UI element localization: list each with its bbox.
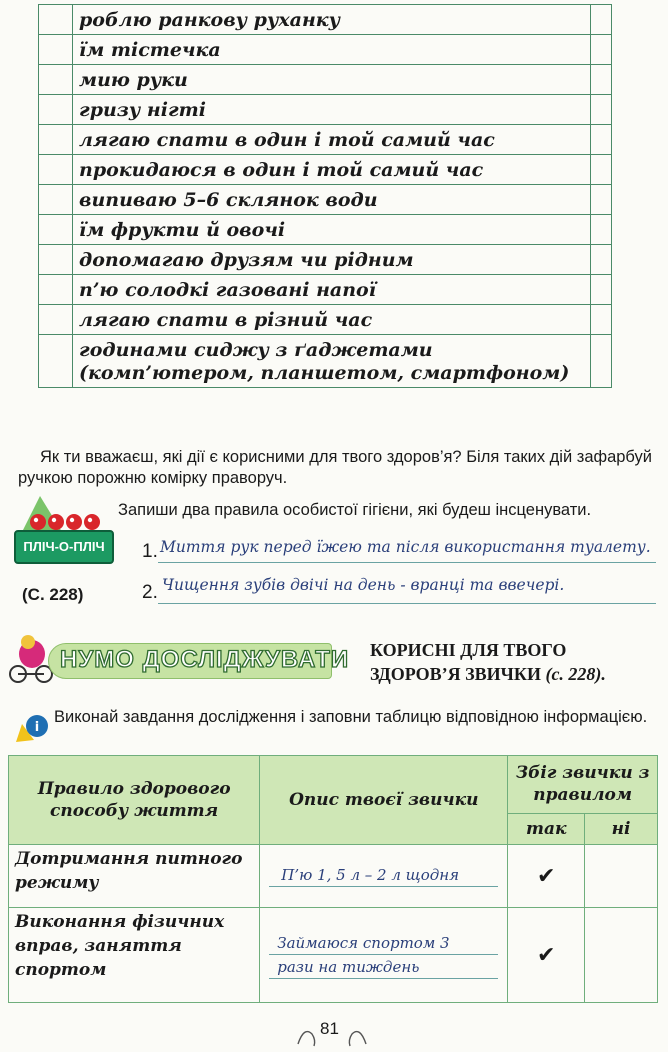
match-no-cell[interactable] bbox=[585, 845, 658, 908]
checkmark-icon: ✔ bbox=[537, 863, 556, 889]
habit-row bbox=[39, 65, 612, 95]
ants-illustration bbox=[20, 492, 104, 532]
habit-left-cell bbox=[39, 5, 73, 35]
habit-left-cell bbox=[39, 155, 73, 185]
habit-left-cell bbox=[39, 185, 73, 215]
habit-text: годинами сиджу з ґаджетами (комп’ютером, планшетом, смартфоном) bbox=[73, 335, 591, 388]
habit-checkbox-cell[interactable] bbox=[591, 5, 612, 35]
habit-text: роблю ранкову руханку bbox=[73, 5, 591, 35]
habit-row bbox=[39, 125, 612, 155]
habit-row bbox=[39, 155, 612, 185]
habit-left-cell bbox=[39, 215, 73, 245]
description-cell[interactable] bbox=[260, 908, 508, 1003]
answer-line-1 bbox=[158, 562, 656, 563]
habit-row bbox=[39, 275, 612, 305]
habit-text: випиваю 5–6 склянок води bbox=[73, 185, 591, 215]
habit-row bbox=[39, 35, 612, 65]
description-cell[interactable] bbox=[260, 845, 508, 908]
habit-row bbox=[39, 305, 612, 335]
page-reference: (С. 228) bbox=[22, 585, 84, 604]
habit-checkbox-cell[interactable] bbox=[591, 245, 612, 275]
habit-checkbox-cell[interactable] bbox=[591, 35, 612, 65]
habit-left-cell bbox=[39, 305, 73, 335]
habit-row bbox=[39, 185, 612, 215]
explore-title bbox=[370, 638, 606, 686]
habit-row bbox=[39, 95, 612, 125]
habit-row bbox=[39, 215, 612, 245]
habit-left-cell bbox=[39, 335, 73, 388]
pair-task-text: Запиши два правила особистої гігієни, які будеш інсценувати. bbox=[118, 501, 592, 519]
habit-text: допомагаю друзям чи рідним bbox=[73, 245, 591, 275]
info-icon bbox=[12, 712, 50, 744]
habit-left-cell bbox=[39, 95, 73, 125]
header-no: ні bbox=[585, 813, 658, 844]
habit-left-cell bbox=[39, 275, 73, 305]
habits-table bbox=[38, 4, 612, 388]
habit-text: лягаю спати в різний час bbox=[73, 305, 591, 335]
habit-text: їм фрукти й овочі bbox=[73, 215, 591, 245]
habit-row bbox=[39, 245, 612, 275]
svg-text:i: i bbox=[34, 720, 40, 735]
answer-number-1: 1. bbox=[142, 541, 158, 562]
table-row bbox=[9, 845, 658, 908]
page-number: 81 bbox=[320, 1019, 339, 1038]
habit-checkbox-cell[interactable] bbox=[591, 125, 612, 155]
habit-text: лягаю спати в один і той самий час bbox=[73, 125, 591, 155]
habit-row bbox=[39, 335, 612, 388]
habit-checkbox-cell[interactable] bbox=[591, 95, 612, 125]
habit-checkbox-cell[interactable] bbox=[591, 305, 612, 335]
habit-text: п’ю солодкі газовані напої bbox=[73, 275, 591, 305]
match-no-cell[interactable] bbox=[585, 908, 658, 1003]
header-description: Опис твоєї звички bbox=[260, 756, 508, 845]
explore-title-line2: ЗДОРОВ’Я ЗВИЧКИ bbox=[370, 664, 541, 684]
habit-checkbox-cell[interactable] bbox=[591, 215, 612, 245]
match-yes-cell[interactable] bbox=[508, 908, 585, 1003]
explore-title-line1: КОРИСНІ ДЛЯ ТВОГО bbox=[370, 640, 567, 660]
pair-work-badge: ПЛІЧ-О-ПЛІЧ bbox=[14, 530, 114, 564]
habit-text: мию руки bbox=[73, 65, 591, 95]
habit-left-cell bbox=[39, 125, 73, 155]
rule-cell: Виконання фізичних вправ, заняття спортом bbox=[9, 908, 260, 1003]
habit-checkbox-cell[interactable] bbox=[591, 335, 612, 388]
explore-title-ref: (с. 228). bbox=[545, 664, 606, 684]
header-match: Збіг звички з правилом bbox=[508, 756, 658, 814]
habit-text: прокидаюся в один і той самий час bbox=[73, 155, 591, 185]
habit-text: гризу нігті bbox=[73, 95, 591, 125]
habit-left-cell bbox=[39, 65, 73, 95]
habit-left-cell bbox=[39, 245, 73, 275]
description-text: П’ю 1, 5 л – 2 л щодня bbox=[269, 866, 498, 887]
habit-checkbox-cell[interactable] bbox=[591, 275, 612, 305]
instruction-text: Як ти вважаєш, які дії є корисними для твого здоров’я? Біля таких дій зафарбуй ручкою порожню комірку праворуч. bbox=[18, 448, 652, 487]
habit-checkbox-cell[interactable] bbox=[591, 155, 612, 185]
match-yes-cell[interactable] bbox=[508, 845, 585, 908]
research-instruction: Виконай завдання дослідження і заповни таблицю відповідною інформацією. bbox=[54, 708, 648, 726]
table-row bbox=[9, 908, 658, 1003]
research-table bbox=[8, 755, 658, 1003]
header-yes: так bbox=[508, 813, 585, 844]
habit-text: їм тістечка bbox=[73, 35, 591, 65]
bug-on-bike-illustration bbox=[8, 628, 54, 684]
answer-text-2[interactable]: Чищення зубів двічі на день - вранці та ввечері. bbox=[162, 576, 565, 594]
answer-text-1[interactable]: Миття рук перед їжею та після використання туалету. bbox=[160, 538, 651, 556]
checkmark-icon: ✔ bbox=[537, 942, 556, 968]
answer-line-2 bbox=[158, 603, 656, 604]
habit-checkbox-cell[interactable] bbox=[591, 65, 612, 95]
header-rule: Правило здорового способу життя bbox=[9, 756, 260, 845]
rule-cell: Дотримання питного режиму bbox=[9, 845, 260, 908]
habit-checkbox-cell[interactable] bbox=[591, 185, 612, 215]
habit-left-cell bbox=[39, 35, 73, 65]
answer-number-2: 2. bbox=[142, 582, 158, 603]
explore-banner-text: НУМО ДОСЛІДЖУВАТИ bbox=[60, 646, 350, 673]
description-text: Займаюся спортом 3 рази на тиждень bbox=[269, 931, 498, 979]
habit-row bbox=[39, 5, 612, 35]
